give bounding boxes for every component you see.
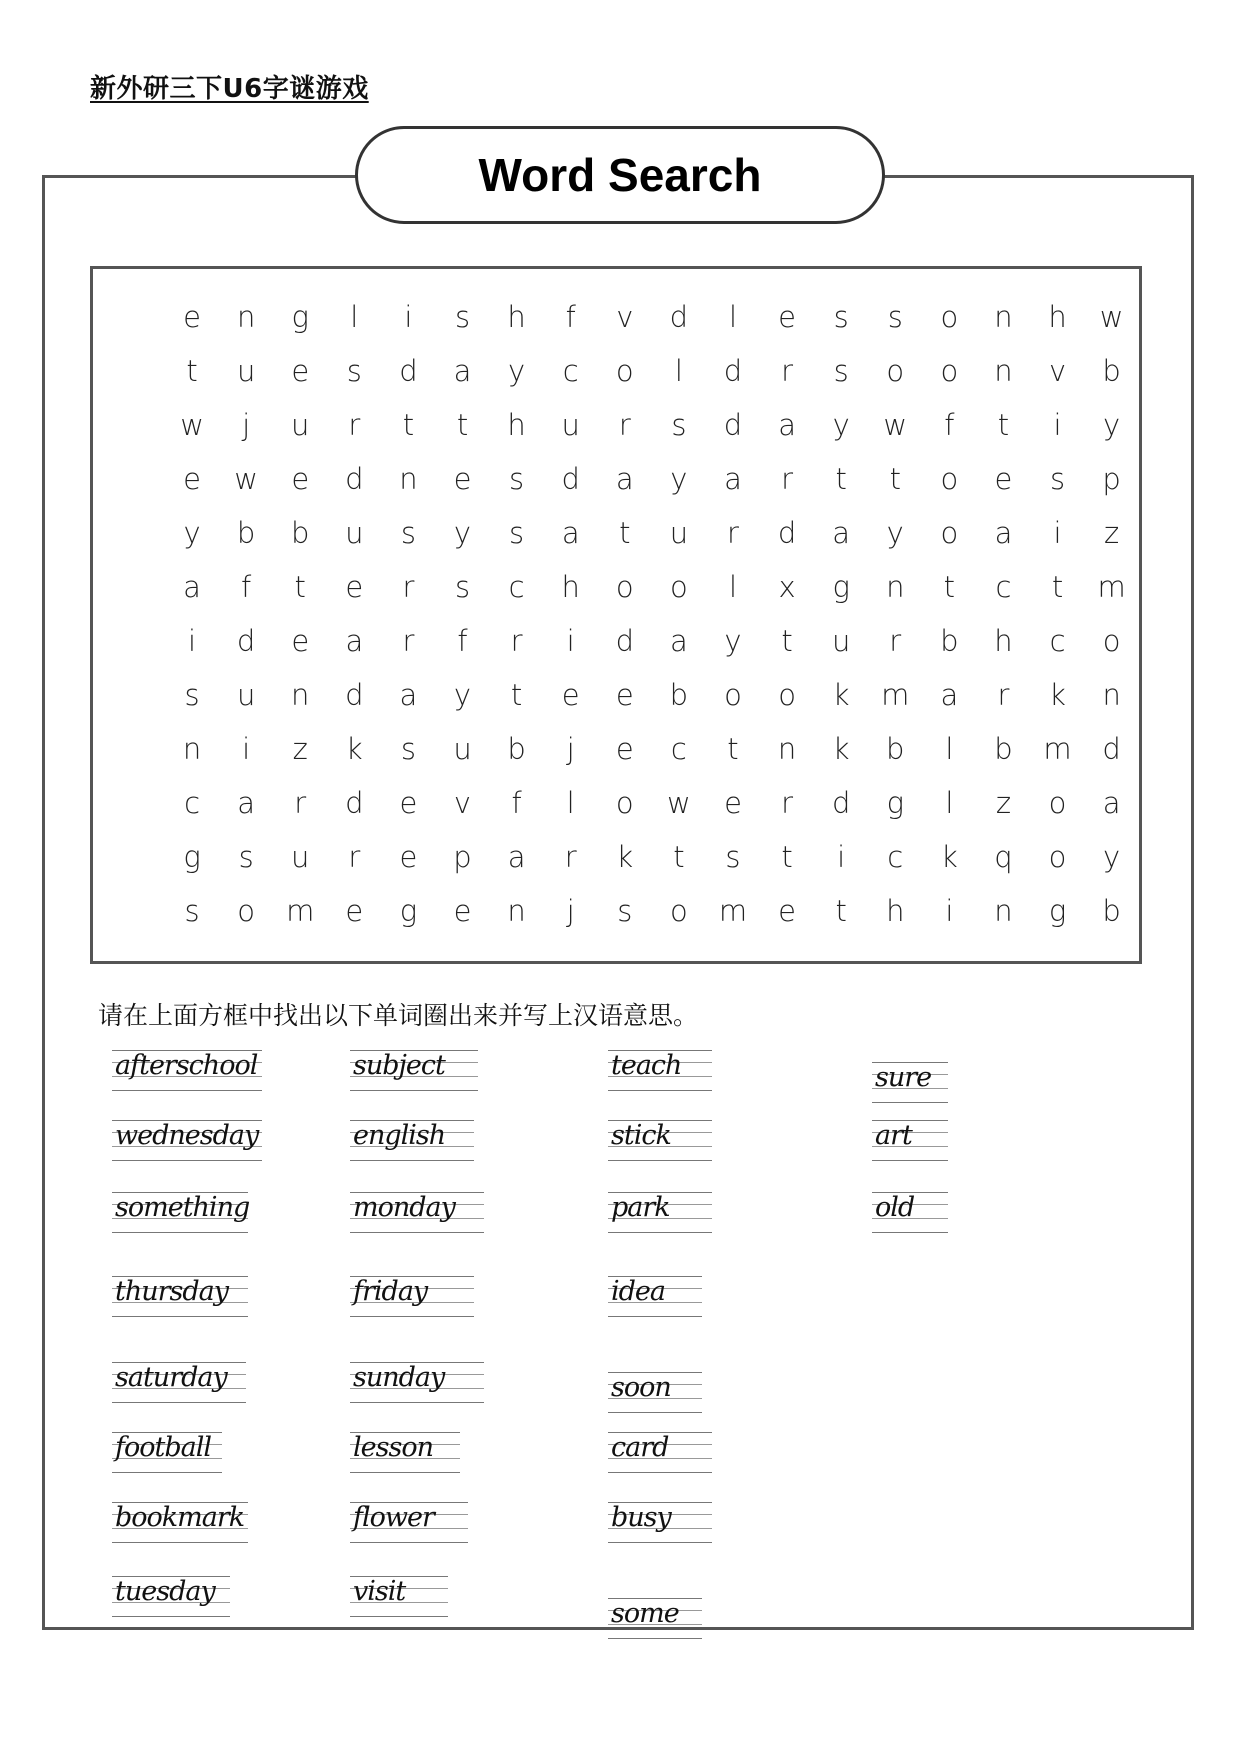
vocab-word-text: monday <box>353 1192 455 1223</box>
grid-letter[interactable]: w <box>234 462 258 496</box>
vocab-word <box>608 1190 712 1238</box>
grid-letter[interactable]: r <box>781 354 794 388</box>
grid-row <box>165 398 1121 452</box>
grid-letter[interactable]: o <box>940 462 959 496</box>
grid-letter[interactable]: e <box>778 300 796 334</box>
grid-letter[interactable]: h <box>1048 300 1067 334</box>
grid-row <box>165 776 1121 830</box>
grid-letter[interactable]: e <box>291 462 310 496</box>
grid-letter[interactable]: e <box>183 462 201 496</box>
vocab-word <box>350 1574 448 1622</box>
grid-letter[interactable]: e <box>615 732 634 766</box>
grid-letter[interactable]: n <box>886 570 905 604</box>
grid-letter[interactable]: d <box>345 786 364 820</box>
grid-letter[interactable]: a <box>399 678 418 712</box>
grid-letter[interactable]: y <box>1103 408 1121 442</box>
grid-letter[interactable]: d <box>561 462 580 496</box>
grid-letter[interactable]: s <box>454 300 471 334</box>
vocab-word-text: visit <box>353 1576 406 1607</box>
grid-letter[interactable]: e <box>291 624 310 658</box>
grid-letter[interactable]: a <box>237 786 256 820</box>
grid-letter[interactable]: i <box>188 624 197 658</box>
grid-letter[interactable]: e <box>345 570 364 604</box>
grid-letter[interactable]: a <box>832 516 851 550</box>
vocab-word-text: old <box>875 1192 915 1223</box>
grid-letter[interactable]: d <box>345 462 364 496</box>
grid-letter[interactable]: r <box>781 786 794 820</box>
grid-letter[interactable]: o <box>940 354 959 388</box>
grid-letter[interactable]: y <box>832 408 850 442</box>
grid-letter[interactable]: p <box>1102 462 1121 496</box>
grid-letter[interactable]: m <box>881 678 910 712</box>
vocab-word-text: card <box>611 1432 669 1463</box>
grid-letter[interactable]: d <box>1102 732 1121 766</box>
grid-letter[interactable]: a <box>940 678 959 712</box>
grid-row <box>165 884 1121 938</box>
title-banner <box>355 126 885 224</box>
grid-letter[interactable]: i <box>566 624 575 658</box>
grid-letter[interactable]: s <box>509 462 525 496</box>
grid-letter[interactable]: t <box>510 678 523 712</box>
grid-letter[interactable]: q <box>994 840 1013 874</box>
grid-letter[interactable]: l <box>674 354 683 388</box>
grid-letter[interactable]: t <box>781 840 793 874</box>
vocab-word-text: english <box>353 1120 446 1151</box>
grid-letter[interactable]: d <box>399 354 418 388</box>
vocab-word-text: park <box>611 1192 670 1223</box>
grid-letter[interactable]: y <box>183 516 201 550</box>
grid-letter[interactable]: c <box>887 840 904 874</box>
vocab-word-text: tuesday <box>115 1576 215 1607</box>
grid-letter[interactable]: l <box>350 300 359 334</box>
grid-letter[interactable]: k <box>345 732 363 766</box>
grid-letter[interactable]: f <box>241 570 252 604</box>
grid-letter[interactable]: i <box>1053 516 1062 550</box>
grid-letter[interactable]: d <box>236 624 256 658</box>
grid-letter[interactable]: m <box>1097 570 1126 604</box>
grid-letter[interactable]: k <box>616 840 634 874</box>
grid-letter[interactable]: e <box>615 678 634 712</box>
grid-letter[interactable]: f <box>457 624 468 658</box>
grid-letter[interactable]: z <box>995 786 1012 820</box>
vocab-word <box>112 1360 246 1408</box>
grid-letter[interactable]: e <box>183 300 201 334</box>
vocab-word-text: wednesday <box>115 1120 259 1151</box>
grid-letter[interactable]: n <box>399 462 418 496</box>
grid-letter[interactable]: d <box>723 408 743 442</box>
grid-letter[interactable]: o <box>886 354 905 388</box>
grid-letter[interactable]: d <box>615 624 634 658</box>
grid-letter[interactable]: o <box>940 516 959 550</box>
grid-letter[interactable]: d <box>345 678 364 712</box>
vocab-word-text: sure <box>875 1062 932 1093</box>
grid-letter[interactable]: d <box>831 786 851 820</box>
grid-letter[interactable]: s <box>509 516 525 550</box>
grid-letter[interactable]: e <box>345 894 364 928</box>
vocab-word-text: football <box>115 1432 212 1463</box>
grid-letter[interactable]: k <box>832 732 850 766</box>
vocab-word-text: saturday <box>115 1362 227 1393</box>
grid-letter[interactable]: e <box>399 786 418 820</box>
grid-letter[interactable]: s <box>400 516 416 550</box>
grid-letter[interactable]: b <box>940 624 959 658</box>
grid-letter[interactable]: r <box>564 840 577 874</box>
grid-letter[interactable]: s <box>184 894 200 928</box>
grid-letter[interactable]: n <box>236 300 256 334</box>
grid-letter[interactable]: d <box>669 300 689 334</box>
vocab-word <box>350 1360 484 1408</box>
grid-letter[interactable]: o <box>778 678 796 712</box>
vocab-word <box>112 1190 248 1238</box>
grid-letter[interactable]: a <box>778 408 796 442</box>
grid-letter[interactable]: l <box>566 786 575 820</box>
instruction-text: 请在上面方框中找出以下单词圈出来并写上汉语意思。 <box>98 1001 699 1030</box>
grid-row <box>165 344 1121 398</box>
grid-letter[interactable]: h <box>886 894 905 928</box>
grid-letter[interactable]: f <box>944 408 955 442</box>
grid-letter[interactable]: v <box>616 300 634 334</box>
vocab-word-text: idea <box>611 1276 665 1307</box>
grid-letter[interactable]: i <box>1053 408 1062 442</box>
grid-letter[interactable]: y <box>724 624 742 658</box>
vocab-word <box>872 1118 948 1166</box>
vocab-word <box>608 1370 702 1418</box>
grid-letter[interactable]: c <box>562 354 579 388</box>
vocab-word <box>112 1574 230 1622</box>
grid-letter[interactable]: k <box>832 678 850 712</box>
grid-letter[interactable]: t <box>835 462 847 496</box>
grid-letter[interactable]: o <box>1048 840 1067 874</box>
grid-letter[interactable]: n <box>182 732 202 766</box>
vocab-word <box>112 1430 222 1478</box>
grid-letter[interactable]: l <box>945 786 954 820</box>
vocab-word <box>112 1274 248 1322</box>
vocab-word-text: sunday <box>353 1362 445 1393</box>
grid-letter[interactable]: h <box>994 624 1013 658</box>
document-title: 新外研三下U6字谜游戏 <box>90 74 369 104</box>
vocab-word-text: bookmark <box>115 1502 245 1533</box>
grid-letter[interactable]: i <box>945 894 954 928</box>
vocab-word <box>608 1430 712 1478</box>
grid-letter[interactable]: t <box>294 570 306 604</box>
grid-letter[interactable]: s <box>1049 462 1066 496</box>
grid-letter[interactable]: d <box>777 516 797 550</box>
grid-letter[interactable]: w <box>667 786 691 820</box>
grid-letter[interactable]: w <box>883 408 908 442</box>
grid-letter[interactable]: x <box>778 570 796 604</box>
grid-letter[interactable]: e <box>291 354 310 388</box>
grid-letter[interactable]: e <box>453 894 472 928</box>
grid-letter[interactable]: j <box>566 894 575 928</box>
grid-letter[interactable]: y <box>886 516 904 550</box>
grid-letter[interactable]: i <box>242 732 251 766</box>
grid-letter[interactable]: n <box>994 894 1013 928</box>
grid-letter[interactable]: t <box>889 462 901 496</box>
grid-letter[interactable]: b <box>886 732 905 766</box>
grid-row <box>165 560 1126 614</box>
grid-letter[interactable]: a <box>453 354 472 388</box>
grid-letter[interactable]: c <box>1049 624 1066 658</box>
grid-letter[interactable]: b <box>669 678 689 712</box>
grid-letter[interactable]: c <box>184 786 201 820</box>
grid-letter[interactable]: h <box>507 300 526 334</box>
grid-letter[interactable]: r <box>727 516 739 550</box>
grid-row <box>165 452 1121 506</box>
grid-letter[interactable]: t <box>1051 570 1064 604</box>
grid-row <box>165 722 1121 776</box>
grid-letter[interactable]: z <box>292 732 308 766</box>
grid-letter[interactable]: z <box>1104 516 1120 550</box>
grid-letter[interactable]: t <box>402 408 415 442</box>
vocab-word <box>350 1430 460 1478</box>
grid-letter[interactable]: g <box>886 786 904 820</box>
grid-letter[interactable]: t <box>619 516 631 550</box>
grid-letter[interactable]: o <box>615 570 634 604</box>
grid-letter[interactable]: e <box>399 840 418 874</box>
grid-letter[interactable]: s <box>346 354 362 388</box>
grid-letter[interactable]: b <box>507 732 526 766</box>
grid-letter[interactable]: a <box>994 516 1013 550</box>
grid-letter[interactable]: v <box>453 786 472 820</box>
grid-letter[interactable]: g <box>291 300 309 334</box>
vocab-word-text: lesson <box>353 1432 433 1463</box>
grid-letter[interactable]: o <box>1102 624 1121 658</box>
vocab-word-text: stick <box>611 1120 671 1151</box>
grid-letter[interactable]: s <box>454 570 471 604</box>
grid-letter[interactable]: j <box>566 732 575 766</box>
grid-letter[interactable]: y <box>508 354 526 388</box>
grid-letter[interactable]: g <box>832 570 850 604</box>
vocab-word <box>608 1274 702 1322</box>
grid-letter[interactable]: i <box>837 840 846 874</box>
vocab-word-text: busy <box>611 1502 671 1533</box>
vocab-word <box>872 1190 948 1238</box>
grid-letter[interactable]: i <box>404 300 413 334</box>
grid-letter[interactable]: u <box>831 624 851 658</box>
vocab-word <box>112 1048 262 1096</box>
grid-letter[interactable]: n <box>994 300 1013 334</box>
vocab-word <box>608 1048 712 1096</box>
grid-letter[interactable]: k <box>1049 678 1066 712</box>
grid-letter[interactable]: y <box>670 462 688 496</box>
grid-letter[interactable]: o <box>615 354 634 388</box>
grid-letter[interactable]: h <box>507 408 526 442</box>
grid-letter[interactable]: o <box>940 300 959 334</box>
grid-letter[interactable]: d <box>723 354 743 388</box>
grid-row <box>165 668 1121 722</box>
grid-letter[interactable]: e <box>561 678 580 712</box>
grid-letter[interactable]: o <box>615 786 634 820</box>
grid-letter[interactable]: r <box>997 678 1010 712</box>
vocab-word <box>608 1596 702 1644</box>
vocab-word <box>350 1118 474 1166</box>
grid-letter[interactable]: t <box>186 354 198 388</box>
vocab-word-text: thursday <box>115 1276 229 1307</box>
letter-grid <box>165 290 1126 938</box>
grid-letter[interactable]: j <box>242 408 251 442</box>
grid-letter[interactable]: f <box>511 786 522 820</box>
grid-letter[interactable]: g <box>183 840 201 874</box>
grid-letter[interactable]: y <box>453 678 472 712</box>
grid-letter[interactable]: b <box>1102 354 1121 388</box>
grid-letter[interactable]: h <box>561 570 580 604</box>
grid-row <box>165 830 1121 884</box>
grid-letter[interactable]: r <box>402 624 415 658</box>
grid-letter[interactable]: b <box>994 732 1013 766</box>
grid-letter[interactable]: m <box>718 894 748 928</box>
grid-letter[interactable]: s <box>725 840 741 874</box>
grid-letter[interactable]: b <box>236 516 256 550</box>
vocab-word-text: some <box>611 1598 679 1629</box>
grid-letter[interactable]: a <box>615 462 634 496</box>
vocab-word-text: afterschool <box>115 1050 258 1081</box>
grid-letter[interactable]: r <box>348 840 361 874</box>
vocab-word-text: soon <box>611 1372 671 1403</box>
vocab-word <box>112 1500 248 1548</box>
grid-letter[interactable]: f <box>565 300 576 334</box>
grid-letter[interactable]: y <box>453 516 472 550</box>
grid-letter[interactable]: v <box>1048 354 1067 388</box>
grid-letter[interactable]: a <box>724 462 742 496</box>
grid-letter[interactable]: o <box>1048 786 1067 820</box>
grid-letter[interactable]: s <box>833 300 849 334</box>
grid-letter[interactable]: t <box>781 624 793 658</box>
vocab-word <box>872 1060 948 1108</box>
grid-letter[interactable]: u <box>236 354 256 388</box>
grid-letter[interactable]: r <box>510 624 523 658</box>
vocab-word <box>350 1500 468 1548</box>
grid-letter[interactable]: s <box>833 354 849 388</box>
grid-letter[interactable]: b <box>1102 894 1121 928</box>
grid-letter[interactable]: t <box>727 732 739 766</box>
vocab-word <box>350 1274 474 1322</box>
grid-letter[interactable]: t <box>997 408 1010 442</box>
grid-letter[interactable]: a <box>670 624 688 658</box>
grid-letter[interactable]: t <box>456 408 469 442</box>
grid-letter[interactable]: s <box>617 894 633 928</box>
grid-letter[interactable]: a <box>345 624 364 658</box>
grid-letter[interactable]: a <box>183 570 201 604</box>
grid-letter[interactable]: r <box>889 624 902 658</box>
grid-letter[interactable]: n <box>1102 678 1121 712</box>
grid-letter[interactable]: r <box>294 786 307 820</box>
grid-letter[interactable]: y <box>1103 840 1121 874</box>
grid-letter[interactable]: u <box>453 732 472 766</box>
grid-letter[interactable]: s <box>400 732 416 766</box>
grid-letter[interactable]: g <box>1048 894 1067 928</box>
grid-letter[interactable]: t <box>835 894 847 928</box>
grid-letter[interactable]: o <box>670 894 688 928</box>
vocab-word <box>112 1118 262 1166</box>
grid-letter[interactable]: w <box>180 408 204 442</box>
grid-letter[interactable]: u <box>291 840 310 874</box>
vocab-word <box>350 1190 484 1238</box>
grid-letter[interactable]: l <box>728 570 738 604</box>
vocab-word <box>608 1500 712 1548</box>
grid-letter[interactable]: a <box>561 516 580 550</box>
grid-letter[interactable]: r <box>402 570 415 604</box>
vocab-word-text: friday <box>353 1276 428 1307</box>
grid-letter[interactable]: p <box>453 840 472 874</box>
grid-letter[interactable]: s <box>887 300 903 334</box>
grid-letter[interactable]: n <box>507 894 526 928</box>
vocab-word-text: something <box>115 1192 250 1223</box>
vocab-word <box>350 1048 478 1096</box>
grid-letter[interactable]: u <box>236 678 256 712</box>
grid-letter[interactable]: s <box>238 840 254 874</box>
grid-letter[interactable]: e <box>453 462 472 496</box>
grid-letter[interactable]: u <box>561 408 580 442</box>
grid-letter[interactable]: t <box>943 570 956 604</box>
grid-letter[interactable]: e <box>994 462 1013 496</box>
grid-row <box>165 506 1120 560</box>
grid-letter[interactable]: n <box>291 678 310 712</box>
grid-letter[interactable]: a <box>1102 786 1121 820</box>
grid-letter[interactable]: c <box>995 570 1012 604</box>
grid-letter[interactable]: k <box>940 840 958 874</box>
grid-letter[interactable]: b <box>291 516 310 550</box>
grid-row <box>165 290 1124 344</box>
grid-letter[interactable]: s <box>184 678 200 712</box>
grid-letter[interactable]: s <box>671 408 687 442</box>
vocab-word-text: flower <box>353 1502 434 1533</box>
grid-letter[interactable]: c <box>508 570 525 604</box>
grid-letter[interactable]: m <box>1043 732 1072 766</box>
grid-letter[interactable]: u <box>345 516 364 550</box>
grid-letter[interactable]: a <box>507 840 526 874</box>
grid-letter[interactable]: u <box>291 408 310 442</box>
grid-row <box>165 614 1121 668</box>
grid-letter[interactable]: r <box>618 408 631 442</box>
grid-letter[interactable]: o <box>670 570 688 604</box>
grid-letter[interactable]: c <box>670 732 687 766</box>
grid-letter[interactable]: m <box>286 894 315 928</box>
grid-letter[interactable]: n <box>994 354 1013 388</box>
grid-letter[interactable]: e <box>778 894 796 928</box>
grid-letter[interactable]: w <box>1099 300 1124 334</box>
grid-letter[interactable]: n <box>777 732 797 766</box>
grid-letter[interactable]: t <box>673 840 685 874</box>
vocab-word-text: art <box>875 1120 912 1151</box>
vocab-word-text: subject <box>353 1050 445 1081</box>
grid-letter[interactable]: o <box>237 894 256 928</box>
grid-letter[interactable]: g <box>399 894 418 928</box>
grid-letter[interactable]: r <box>781 462 794 496</box>
banner-title: Word Search <box>478 149 762 201</box>
vocab-word-text: teach <box>611 1050 682 1081</box>
vocab-word <box>608 1118 712 1166</box>
grid-letter[interactable]: e <box>724 786 742 820</box>
grid-letter[interactable]: u <box>669 516 689 550</box>
grid-letter[interactable]: l <box>728 300 738 334</box>
grid-letter[interactable]: r <box>348 408 361 442</box>
grid-letter[interactable]: o <box>724 678 742 712</box>
grid-letter[interactable]: l <box>945 732 954 766</box>
